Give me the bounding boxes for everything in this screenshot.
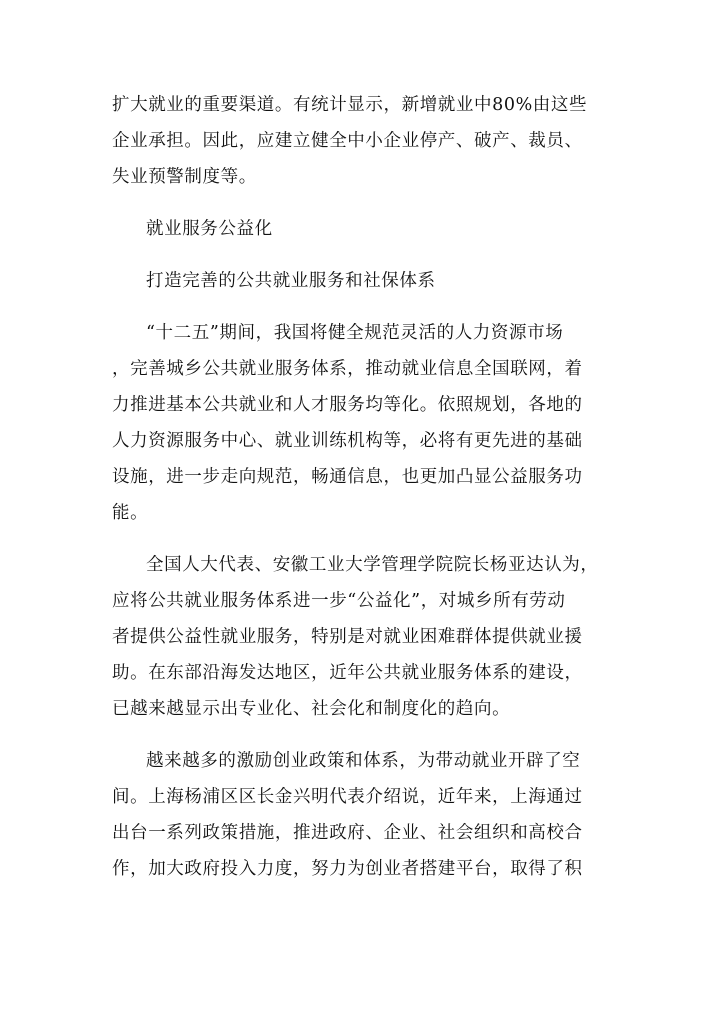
text-line: 出台一系列政策措施，推进政府、企业、社会组织和高校合 <box>112 823 583 843</box>
section-heading: 就业服务公益化 <box>146 219 273 239</box>
text-line: 力推进基本公共就业和人才服务均等化。依照规划，各地的 <box>112 395 583 415</box>
text-line: 间。上海杨浦区区长金兴明代表介绍说，近年来，上海通过 <box>112 787 583 807</box>
text-line: 助。在东部沿海发达地区，近年公共就业服务体系的建设， <box>112 663 583 683</box>
text-line: 已越来越显示出专业化、社会化和制度化的趋向。 <box>112 699 511 719</box>
text-line: 者提供公益性就业服务，特别是对就业困难群体提供就业援 <box>112 627 583 647</box>
text-line: 人力资源服务中心、就业训练机构等，必将有更先进的基础 <box>112 431 583 451</box>
text-line: 作，加大政府投入力度，努力为创业者搭建平台，取得了积 <box>112 859 583 879</box>
text-line: ，完善城乡公共就业服务体系，推动就业信息全国联网，着 <box>112 359 583 379</box>
text-line: 扩大就业的重要渠道。有统计显示，新增就业中80%由这些 <box>112 95 588 115</box>
text-line: 企业承担。因此，应建立健全中小企业停产、破产、裁员、 <box>112 131 583 151</box>
text-line: 设施，进一步走向规范，畅通信息，也更加凸显公益服务功 <box>112 467 583 487</box>
text-line: “十二五”期间，我国将健全规范灵活的人力资源市场 <box>146 323 564 343</box>
section-subheading: 打造完善的公共就业服务和社保体系 <box>146 271 436 291</box>
text-line: 应将公共就业服务体系进一步“公益化”，对城乡所有劳动 <box>112 591 566 611</box>
text-line: 失业预警制度等。 <box>112 167 257 187</box>
text-line: 能。 <box>112 503 149 523</box>
text-line: 越来越多的激励创业政策和体系，为带动就业开辟了空 <box>146 751 581 771</box>
text-line: 全国人大代表、安徽工业大学管理学院院长杨亚达认为， <box>146 555 599 575</box>
